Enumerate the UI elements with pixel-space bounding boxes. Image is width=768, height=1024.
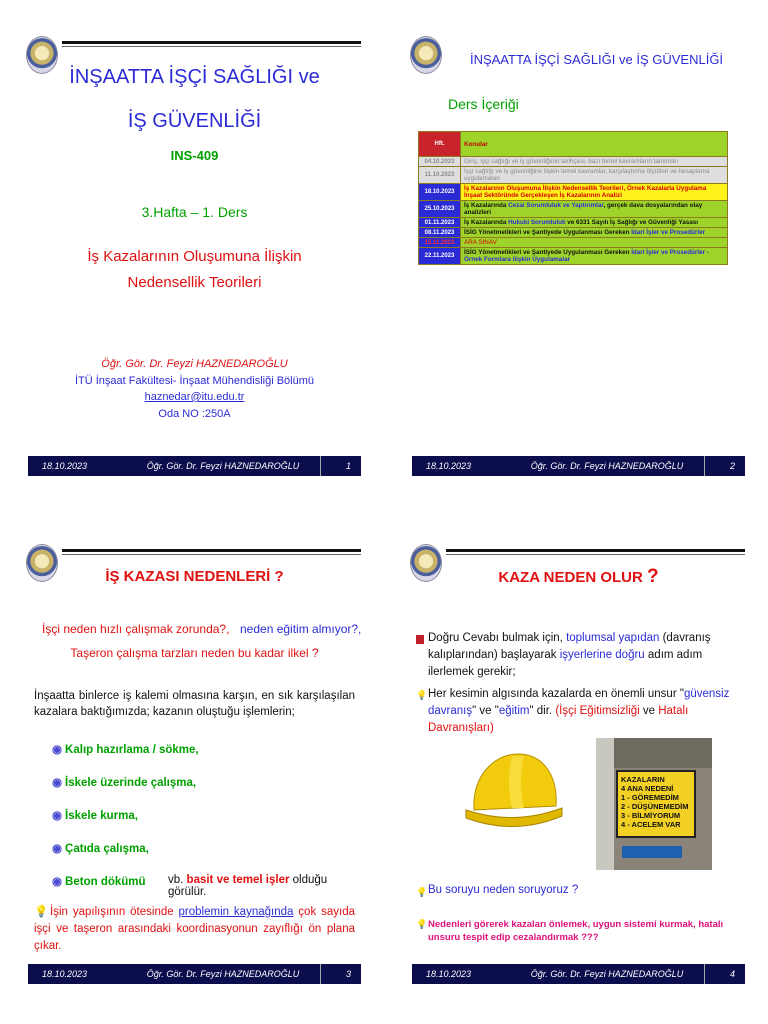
footer-page-number: 2 bbox=[729, 461, 735, 471]
question-2: neden eğitim almıyor?, bbox=[240, 622, 362, 636]
footer-author: Öğr. Gör. Dr. Feyzi HAZNEDAROĞLU bbox=[530, 461, 684, 471]
hard-hat-image bbox=[464, 748, 564, 836]
row-date: 15.11.2023 bbox=[419, 238, 461, 248]
sign-plate bbox=[622, 846, 682, 858]
list-item bbox=[52, 742, 199, 756]
footer-date: 18.10.2023 bbox=[42, 461, 88, 471]
intro-paragraph: İnşaatta binlerce iş kalemi olmasına karşın, en sık karşılaşılan kazalara baktığımızda; kazanın oluştuğu işlemlerin; bbox=[34, 690, 355, 718]
header-topics: Konular bbox=[461, 132, 728, 157]
p2-text: " ve " bbox=[472, 705, 499, 717]
faculty-name: İTÜ İnşaat Fakültesi- İnşaat Mühendisliği Bölümü bbox=[74, 375, 315, 387]
slide-title: İNŞAATTA İŞÇİ SAĞLIĞI ve İŞ GÜVENLİĞİ bbox=[469, 52, 724, 67]
header-rule-thin bbox=[446, 554, 745, 555]
footer-date: 18.10.2023 bbox=[426, 969, 472, 979]
sign-post bbox=[596, 738, 614, 870]
bullet-icon: ◉ bbox=[52, 744, 63, 756]
slide-2 bbox=[406, 30, 751, 480]
list-item bbox=[52, 808, 138, 822]
header-rule bbox=[62, 549, 361, 552]
row-date: 01.11.2023 bbox=[419, 218, 461, 228]
room-number: Oda NO :250A bbox=[158, 408, 231, 420]
closing-statement: Nedenleri görerek kazaları önlemek, uygun sistemi kurmak, hatalı unsuru tespit edip cezalandırmak ??? bbox=[428, 919, 724, 943]
sign-line: 2 - DÜŞÜNEMEDİM bbox=[621, 802, 689, 811]
list-item-text: İskele kurma, bbox=[65, 810, 138, 822]
row-topic: İş Kazalarının Oluşumuna İlişkin Nedensellik Teorileri, Örnek Kazalarla Uygulama İnşaat Sektöründe Gerçekleşen İş Kazalarının Analizi bbox=[461, 184, 728, 201]
course-title-line1: İNŞAATTA İŞÇİ SAĞLIĞI ve bbox=[69, 66, 320, 88]
row-topic bbox=[461, 248, 728, 265]
footer-page-number: 3 bbox=[345, 969, 351, 979]
p2-red: Hatalı Davranışları) bbox=[428, 705, 689, 734]
slide-title: İŞ KAZASI NEDENLERİ ? bbox=[105, 568, 284, 585]
list-item bbox=[52, 874, 146, 888]
lecture-subtitle-line2: Nedensellik Teorileri bbox=[127, 274, 262, 291]
topic-part: , gerçek dava dosyalarından olay analizleri bbox=[464, 202, 703, 216]
row-date: 25.10.2023 bbox=[419, 201, 461, 218]
header-rule-thin bbox=[62, 554, 361, 555]
p2-text: Her kesimin algısında kazalarda en önemli unsur " bbox=[428, 688, 684, 700]
sign-line: 4 - ACELEM VAR bbox=[621, 820, 681, 829]
question-line: Bu soruyu neden soruyoruz ? bbox=[428, 884, 579, 896]
table-row bbox=[419, 218, 728, 228]
p1-text: (davranış kalıplarından) başlayarak bbox=[428, 632, 711, 661]
slide-footer bbox=[412, 456, 745, 476]
list-item bbox=[52, 775, 196, 789]
question-1: İşçi neden hızlı çalışmak zorunda?, bbox=[42, 622, 230, 636]
conclusion-line bbox=[168, 874, 367, 898]
slide-1 bbox=[22, 30, 367, 480]
slide-3 bbox=[22, 538, 367, 988]
row-topic: ARA SINAV bbox=[461, 238, 728, 248]
p2-text: " dir. bbox=[529, 705, 556, 717]
p1-highlight: işyerlerine doğru bbox=[559, 649, 645, 661]
header-rule bbox=[62, 41, 361, 44]
square-bullet-icon bbox=[416, 635, 424, 644]
topic-part: İSİG Yönetmelikleri ve Şantiyede Uygulanması Gereken bbox=[464, 229, 632, 236]
sign-background bbox=[614, 738, 712, 768]
closing-highlight: problemin kaynağında bbox=[178, 906, 294, 918]
sign-line: 1 - GÖREMEDİM bbox=[621, 793, 679, 802]
slide-title-text: KAZA NEDEN OLUR bbox=[498, 569, 643, 586]
question-3: Taşeron çalışma tarzları neden bu kadar ilkel ? bbox=[70, 646, 319, 660]
footer-separator bbox=[704, 964, 705, 984]
email-link[interactable]: haznedar@itu.edu.tr bbox=[144, 391, 245, 403]
row-date: 08.11.2023 bbox=[419, 228, 461, 238]
p1-text: Doğru Cevabı bulmak için, bbox=[428, 632, 567, 644]
row-date: 22.11.2023 bbox=[419, 248, 461, 265]
syllabus-table bbox=[418, 131, 728, 265]
table-row-exam bbox=[419, 238, 728, 248]
paragraph-1 bbox=[428, 630, 741, 681]
course-code: INS-409 bbox=[170, 148, 219, 163]
lightbulb-icon: 💡 bbox=[416, 690, 428, 700]
sign-line: 4 ANA NEDENİ bbox=[621, 784, 674, 793]
week-label: 3.Hafta – 1. Ders bbox=[141, 204, 248, 220]
bullet-icon: ◉ bbox=[52, 876, 63, 888]
p1-highlight: toplumsal yapıdan bbox=[566, 632, 660, 644]
list-item-text: İskele üzerinde çalışma, bbox=[65, 777, 197, 789]
footer-date: 18.10.2023 bbox=[426, 461, 472, 471]
bullet-icon: ◉ bbox=[52, 777, 63, 789]
topic-part: ve 6331 Sayılı İş Sağlığı ve Güvenliği Yasası bbox=[565, 219, 699, 226]
slide-title bbox=[406, 566, 751, 588]
row-topic: İşçi sağlığı ve iş güvenliğine ilişkin temel kavramlar, karşılaştırma ölçütleri ve hesaplama uygulamaları bbox=[461, 167, 728, 184]
instructor-name: Öğr. Gör. Dr. Feyzi HAZNEDAROĞLU bbox=[101, 358, 288, 370]
row-topic bbox=[461, 201, 728, 218]
slide-footer bbox=[28, 456, 361, 476]
table-row-current bbox=[419, 184, 728, 201]
section-heading: Ders İçeriği bbox=[448, 96, 519, 112]
row-topic bbox=[461, 228, 728, 238]
topic-part: İş Kazalarında bbox=[464, 219, 509, 226]
row-date: 11.10.2023 bbox=[419, 167, 461, 184]
course-title-line2: İŞ GÜVENLİĞİ bbox=[127, 110, 262, 132]
table-row bbox=[419, 157, 728, 167]
paragraph-2 bbox=[428, 686, 741, 737]
closing-text: çok sayıda işçi ve taşeron arasındaki koordinasyonun zayıflığı ön plana çıkar. bbox=[34, 906, 355, 952]
bullet-icon: ◉ bbox=[52, 810, 63, 822]
p2-highlight: güvensiz davranış bbox=[428, 688, 730, 717]
slide-4 bbox=[406, 538, 751, 988]
sign-line: KAZALARIN bbox=[621, 775, 665, 784]
title-question-mark: ? bbox=[647, 566, 659, 587]
lightbulb-icon: 💡 bbox=[34, 906, 51, 918]
topic-part: İş Kazalarında bbox=[464, 202, 509, 209]
footer-author: Öğr. Gör. Dr. Feyzi HAZNEDAROĞLU bbox=[530, 969, 684, 979]
footer-date: 18.10.2023 bbox=[42, 969, 88, 979]
vb-highlight: basit ve temel işler bbox=[186, 874, 290, 886]
row-topic bbox=[461, 218, 728, 228]
table-row bbox=[419, 228, 728, 238]
lecture-subtitle-line1: İş Kazalarının Oluşumuna İlişkin bbox=[87, 248, 302, 265]
p2-highlight: eğitim bbox=[498, 705, 530, 717]
footer-author: Öğr. Gör. Dr. Feyzi HAZNEDAROĞLU bbox=[146, 969, 300, 979]
table-row bbox=[419, 248, 728, 265]
sign-board bbox=[616, 770, 696, 838]
row-date: 18.10.2023 bbox=[419, 184, 461, 201]
vb-text: vb. bbox=[168, 874, 187, 886]
lightbulb-icon: 💡 bbox=[416, 919, 428, 929]
row-topic: Giriş, işçi sağlığı ve iş güvenliğinin tarihçesi, bazı temel kavramların tanımları bbox=[461, 157, 728, 167]
topic-highlight: Hukuki Sorumluluk bbox=[508, 219, 566, 226]
lightbulb-icon: 💡 bbox=[416, 887, 428, 897]
sign-line: 3 - BİLMİYORUM bbox=[621, 811, 681, 820]
header-rule bbox=[446, 549, 745, 552]
list-item-text: Kalıp hazırlama / sökme, bbox=[65, 744, 199, 756]
accident-causes-sign-image bbox=[596, 738, 712, 870]
header-rule-thin bbox=[62, 46, 361, 47]
slide-footer bbox=[28, 964, 361, 984]
topic-highlight: İdari İşler ve Prosedürler bbox=[631, 229, 706, 236]
p1-text: adım adım ilerlemek gerekir; bbox=[428, 649, 703, 678]
footer-page-number: 4 bbox=[729, 969, 735, 979]
p2-red: (İşçi Eğitimsizliği bbox=[555, 705, 640, 717]
list-item bbox=[52, 841, 149, 855]
footer-separator bbox=[704, 456, 705, 476]
closing-text: İşin yapılışının ötesinde bbox=[50, 906, 179, 918]
footer-author: Öğr. Gör. Dr. Feyzi HAZNEDAROĞLU bbox=[146, 461, 300, 471]
slide-footer bbox=[412, 964, 745, 984]
footer-separator bbox=[320, 964, 321, 984]
footer-page-number: 1 bbox=[345, 461, 351, 471]
footer-separator bbox=[320, 456, 321, 476]
bullet-icon: ◉ bbox=[52, 843, 63, 855]
table-row bbox=[419, 201, 728, 218]
closing-paragraph bbox=[34, 904, 355, 955]
university-logo-icon bbox=[410, 36, 442, 74]
topic-highlight: İdari İşler ve Prosedürler - Örnek Formlara ilişkin Uygulamalar bbox=[464, 249, 709, 263]
p2-text: ve bbox=[639, 705, 659, 717]
list-item-text: Beton dökümü bbox=[65, 876, 146, 888]
topic-highlight: Cezai Sorumluluk ve Yaptırımlar bbox=[508, 202, 604, 209]
table-header-row bbox=[419, 132, 728, 157]
header-week: Hft. bbox=[419, 132, 461, 157]
list-item-text: Çatıda çalışma, bbox=[65, 843, 149, 855]
vb-text: olduğu görülür. bbox=[168, 874, 328, 898]
table-row bbox=[419, 167, 728, 184]
topic-part: İSİG Yönetmelikleri ve Şantiyede Uygulanması Gereken bbox=[464, 249, 632, 256]
row-date: 04.10.2023 bbox=[419, 157, 461, 167]
